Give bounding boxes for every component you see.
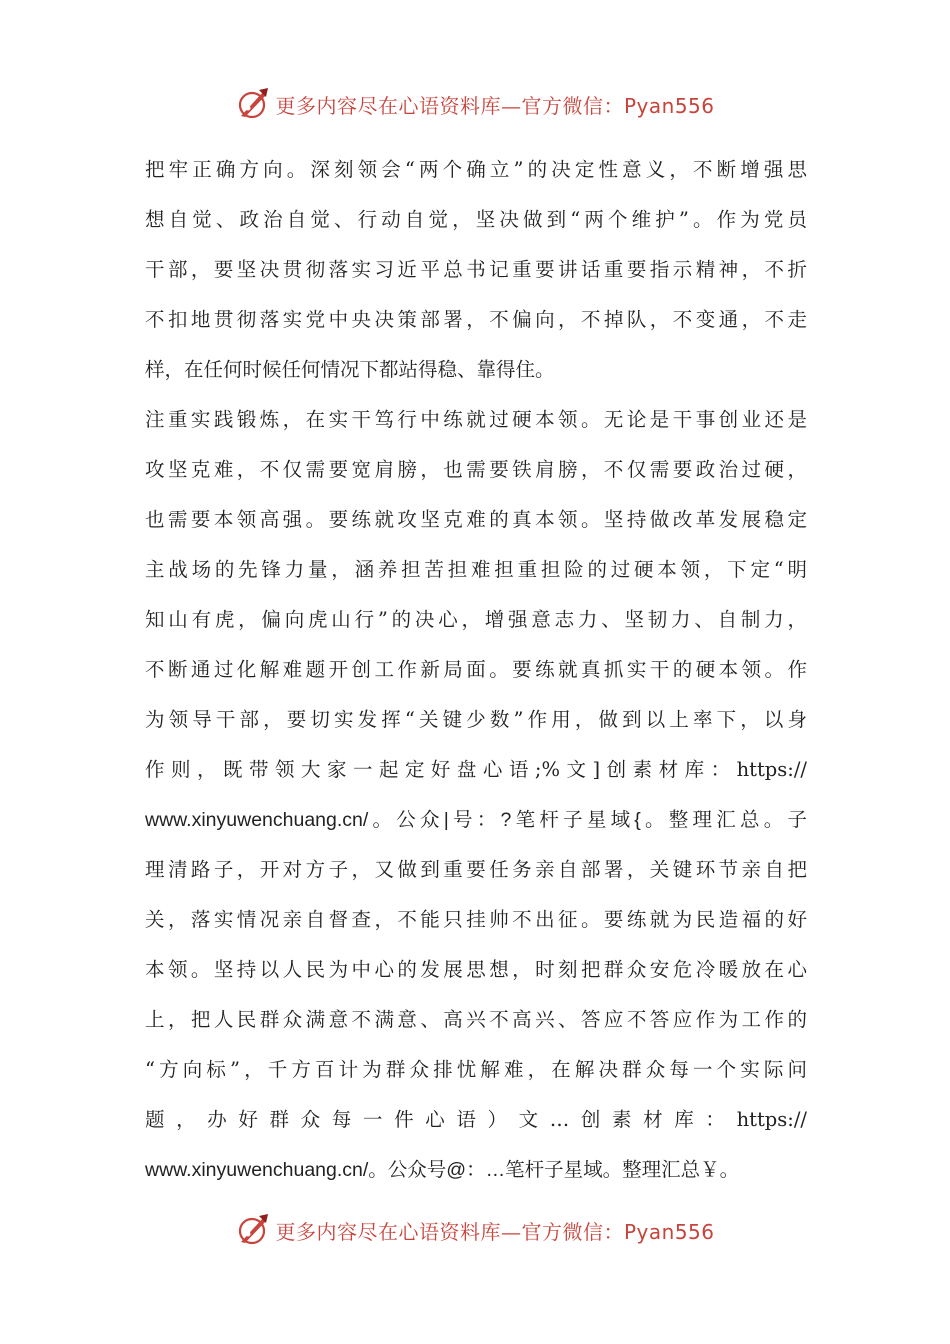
footer-site-text: 更多内容尽在心语资料库 — [275, 1219, 501, 1244]
text-line: 上，把人民群众满意不满意、高兴不高兴、答应不答应作为工作的 — [145, 1008, 807, 1031]
header-site-text: 更多内容尽在心语资料库 — [275, 93, 501, 118]
text-line: 想自觉、政治自觉、行动自觉，坚决做到“两个维护”。作为党员 — [145, 208, 807, 231]
quill-pen-logo-icon — [235, 1212, 271, 1248]
footer-banner — [0, 1208, 950, 1252]
text-line: 样，在任何时候任何情况下都站得稳、靠得住。 — [145, 358, 555, 381]
text-line: 干部，要坚决贯彻落实习近平总书记重要讲话重要指示精神，不折 — [145, 258, 807, 281]
text-line: “方向标”，千方百计为群众排忧解难，在解决群众每一个实际问 — [145, 1058, 807, 1081]
header-dash: — — [500, 93, 522, 118]
text-line: 不断通过化解难题开创工作新局面。要练就真抓实干的硬本领。作 — [145, 658, 807, 681]
paragraph-2 — [145, 395, 807, 1195]
quill-pen-logo-icon — [235, 86, 271, 122]
text-line: 题，办好群众每一件心语）文…创素材库：https:// — [145, 1108, 807, 1131]
document-body — [145, 145, 807, 1195]
text-line: 作则，既带领大家一起定好盘心语;%文]创素材库：https:// — [145, 758, 807, 781]
text-line: 理清路子，开对方子，又做到重要任务亲自部署，关键环节亲自把 — [145, 858, 807, 881]
header-wechat-id: Pyan556 — [623, 93, 715, 118]
text-line: 也需要本领高强。要练就攻坚克难的真本领。坚持做改革发展稳定 — [145, 508, 807, 531]
text-line: 关，落实情况亲自督查，不能只挂帅不出征。要练就为民造福的好 — [145, 908, 807, 931]
text-line: 注重实践锻炼，在实干笃行中练就过硬本领。无论是干事创业还是 — [145, 408, 807, 431]
text-line: 不扣地贯彻落实党中央决策部署，不偏向，不掉队，不变通，不走 — [145, 308, 807, 331]
footer-wechat-label: 官方微信： — [521, 1219, 624, 1244]
text-line: 把牢正确方向。深刻领会“两个确立”的决定性意义，不断增强思 — [145, 158, 807, 181]
text-line: 攻坚克难，不仅需要宽肩膀，也需要铁肩膀，不仅需要政治过硬， — [145, 458, 807, 481]
text-line: 本领。坚持以人民为中心的发展思想，时刻把群众安危冷暖放在心 — [145, 958, 807, 981]
footer-dash: — — [500, 1219, 522, 1244]
footer-banner-text — [275, 1216, 714, 1245]
header-wechat-label: 官方微信： — [521, 93, 624, 118]
header-banner-text — [275, 90, 714, 119]
text-line: 主战场的先锋力量，涵养担苦担难担重担险的过硬本领，下定“明 — [145, 558, 807, 581]
text-line: www.xinyuwenchuang.cn/。公众|号：?笔杆子星域{。整理汇总。子 — [145, 809, 807, 831]
footer-wechat-id: Pyan556 — [623, 1219, 715, 1244]
header-banner — [0, 82, 950, 126]
text-line: 为领导干部，要切实发挥“关键少数”作用，做到以上率下，以身 — [145, 708, 807, 731]
paragraph-1 — [145, 145, 807, 395]
text-line: www.xinyuwenchuang.cn/。公众号@：…笔杆子星域。整理汇总￥。 — [145, 1159, 740, 1181]
text-line: 知山有虎，偏向虎山行”的决心，增强意志力、坚韧力、自制力， — [145, 608, 807, 631]
